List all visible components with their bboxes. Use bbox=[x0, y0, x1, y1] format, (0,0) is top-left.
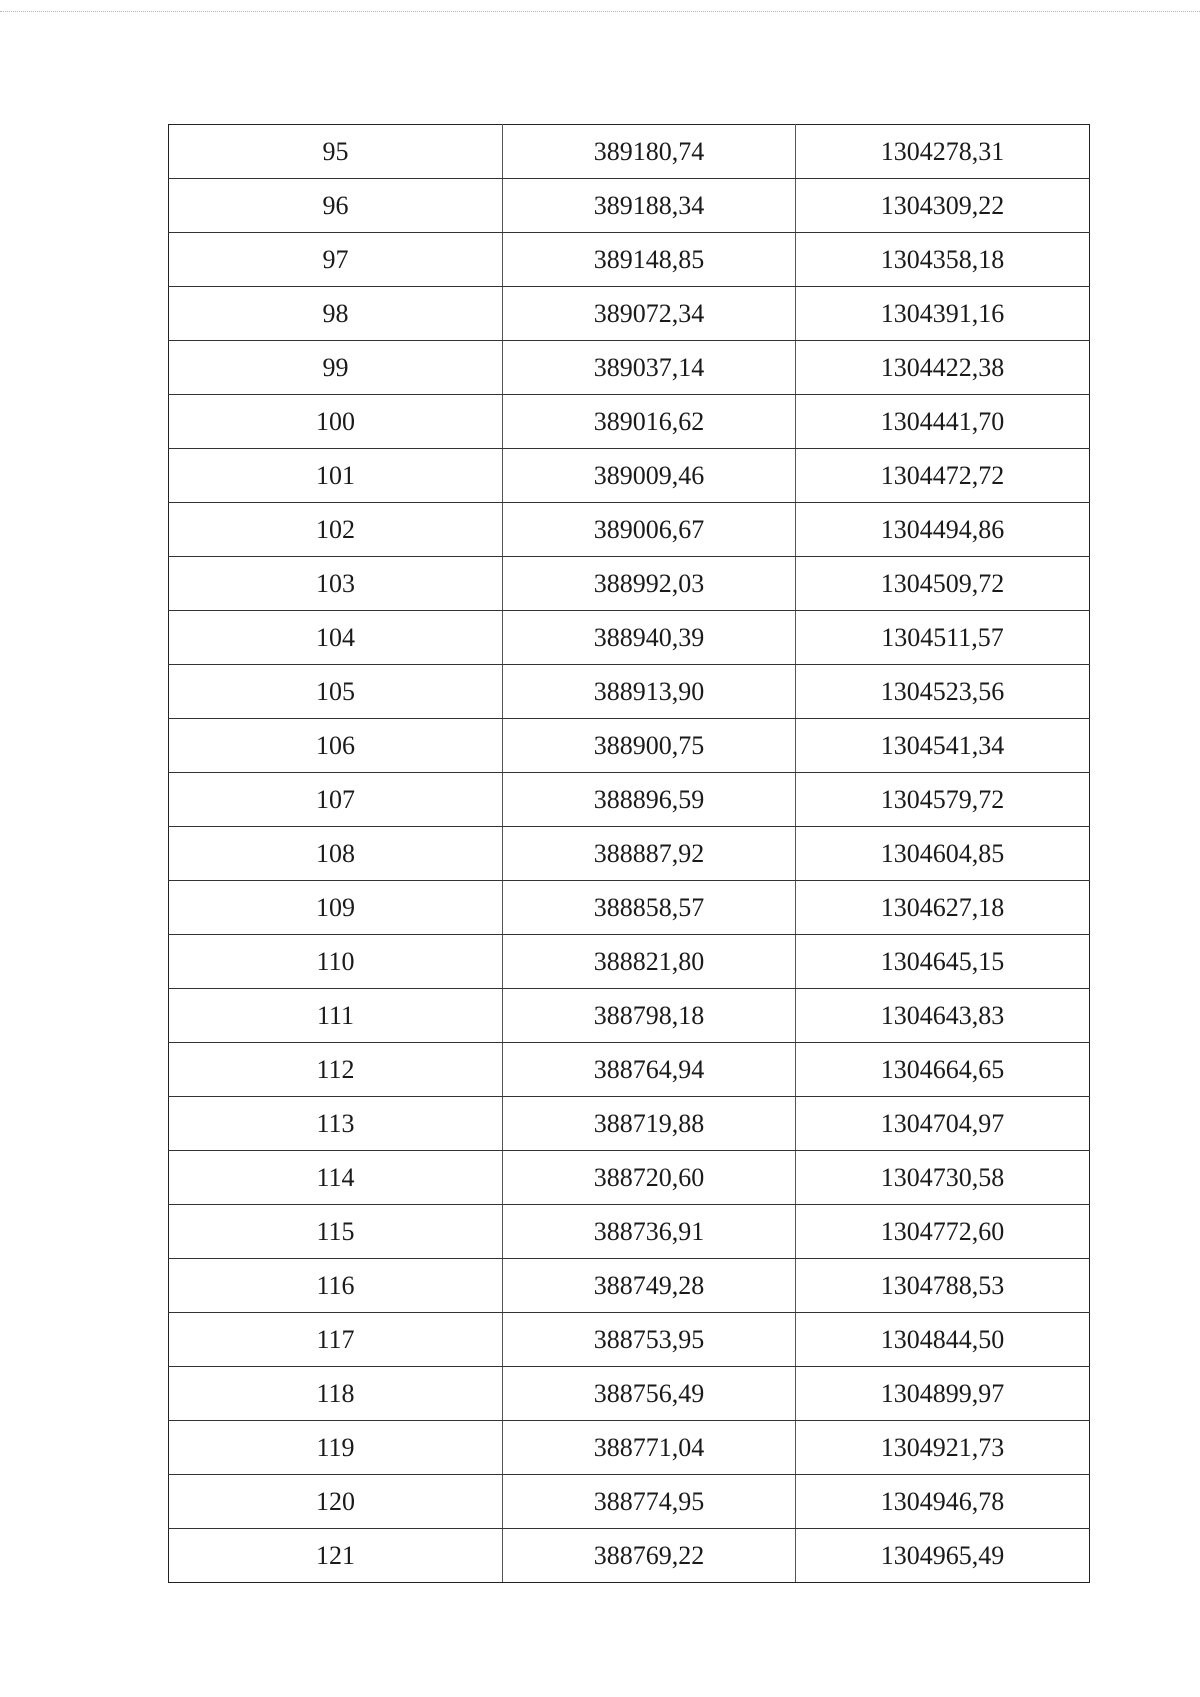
point-number-cell: 119 bbox=[169, 1421, 503, 1475]
point-number-cell: 100 bbox=[169, 395, 503, 449]
table-row bbox=[169, 1529, 1090, 1583]
x-coordinate-cell: 388896,59 bbox=[503, 773, 796, 827]
point-number-cell: 114 bbox=[169, 1151, 503, 1205]
table-row bbox=[169, 1043, 1090, 1097]
coordinates-table bbox=[168, 124, 1090, 1583]
x-coordinate-cell: 388736,91 bbox=[503, 1205, 796, 1259]
point-number-cell: 113 bbox=[169, 1097, 503, 1151]
table-row bbox=[169, 1097, 1090, 1151]
x-coordinate-cell: 389009,46 bbox=[503, 449, 796, 503]
x-coordinate-cell: 388798,18 bbox=[503, 989, 796, 1043]
point-number-cell: 118 bbox=[169, 1367, 503, 1421]
point-number-cell: 104 bbox=[169, 611, 503, 665]
point-number-cell: 95 bbox=[169, 125, 503, 179]
table-row bbox=[169, 827, 1090, 881]
table-row bbox=[169, 179, 1090, 233]
y-coordinate-cell: 1304278,31 bbox=[796, 125, 1090, 179]
table-row bbox=[169, 503, 1090, 557]
point-number-cell: 107 bbox=[169, 773, 503, 827]
x-coordinate-cell: 389148,85 bbox=[503, 233, 796, 287]
x-coordinate-cell: 388774,95 bbox=[503, 1475, 796, 1529]
y-coordinate-cell: 1304704,97 bbox=[796, 1097, 1090, 1151]
point-number-cell: 116 bbox=[169, 1259, 503, 1313]
y-coordinate-cell: 1304645,15 bbox=[796, 935, 1090, 989]
point-number-cell: 108 bbox=[169, 827, 503, 881]
x-coordinate-cell: 389188,34 bbox=[503, 179, 796, 233]
table-row bbox=[169, 341, 1090, 395]
point-number-cell: 103 bbox=[169, 557, 503, 611]
point-number-cell: 110 bbox=[169, 935, 503, 989]
table-row bbox=[169, 125, 1090, 179]
table-row bbox=[169, 989, 1090, 1043]
x-coordinate-cell: 388764,94 bbox=[503, 1043, 796, 1097]
y-coordinate-cell: 1304523,56 bbox=[796, 665, 1090, 719]
table-row bbox=[169, 557, 1090, 611]
x-coordinate-cell: 388913,90 bbox=[503, 665, 796, 719]
x-coordinate-cell: 388900,75 bbox=[503, 719, 796, 773]
table-row bbox=[169, 1367, 1090, 1421]
point-number-cell: 105 bbox=[169, 665, 503, 719]
x-coordinate-cell: 388753,95 bbox=[503, 1313, 796, 1367]
y-coordinate-cell: 1304664,65 bbox=[796, 1043, 1090, 1097]
table-row bbox=[169, 719, 1090, 773]
y-coordinate-cell: 1304788,53 bbox=[796, 1259, 1090, 1313]
table-row bbox=[169, 287, 1090, 341]
x-coordinate-cell: 388749,28 bbox=[503, 1259, 796, 1313]
table-row bbox=[169, 1313, 1090, 1367]
point-number-cell: 111 bbox=[169, 989, 503, 1043]
point-number-cell: 106 bbox=[169, 719, 503, 773]
y-coordinate-cell: 1304579,72 bbox=[796, 773, 1090, 827]
table-row bbox=[169, 665, 1090, 719]
point-number-cell: 117 bbox=[169, 1313, 503, 1367]
x-coordinate-cell: 389180,74 bbox=[503, 125, 796, 179]
table-row bbox=[169, 1259, 1090, 1313]
x-coordinate-cell: 388940,39 bbox=[503, 611, 796, 665]
page-top-edge-line bbox=[0, 11, 1200, 12]
point-number-cell: 109 bbox=[169, 881, 503, 935]
y-coordinate-cell: 1304541,34 bbox=[796, 719, 1090, 773]
table-row bbox=[169, 395, 1090, 449]
y-coordinate-cell: 1304946,78 bbox=[796, 1475, 1090, 1529]
y-coordinate-cell: 1304309,22 bbox=[796, 179, 1090, 233]
table-row bbox=[169, 233, 1090, 287]
table-row bbox=[169, 773, 1090, 827]
y-coordinate-cell: 1304772,60 bbox=[796, 1205, 1090, 1259]
table-row bbox=[169, 1421, 1090, 1475]
y-coordinate-cell: 1304472,72 bbox=[796, 449, 1090, 503]
y-coordinate-cell: 1304509,72 bbox=[796, 557, 1090, 611]
x-coordinate-cell: 388769,22 bbox=[503, 1529, 796, 1583]
y-coordinate-cell: 1304627,18 bbox=[796, 881, 1090, 935]
y-coordinate-cell: 1304844,50 bbox=[796, 1313, 1090, 1367]
point-number-cell: 112 bbox=[169, 1043, 503, 1097]
y-coordinate-cell: 1304643,83 bbox=[796, 989, 1090, 1043]
table-row bbox=[169, 611, 1090, 665]
table-row bbox=[169, 935, 1090, 989]
point-number-cell: 115 bbox=[169, 1205, 503, 1259]
y-coordinate-cell: 1304441,70 bbox=[796, 395, 1090, 449]
y-coordinate-cell: 1304391,16 bbox=[796, 287, 1090, 341]
y-coordinate-cell: 1304511,57 bbox=[796, 611, 1090, 665]
x-coordinate-cell: 388887,92 bbox=[503, 827, 796, 881]
point-number-cell: 121 bbox=[169, 1529, 503, 1583]
coordinates-table-body bbox=[169, 125, 1090, 1583]
y-coordinate-cell: 1304494,86 bbox=[796, 503, 1090, 557]
table-row bbox=[169, 449, 1090, 503]
x-coordinate-cell: 388858,57 bbox=[503, 881, 796, 935]
point-number-cell: 120 bbox=[169, 1475, 503, 1529]
x-coordinate-cell: 388719,88 bbox=[503, 1097, 796, 1151]
x-coordinate-cell: 389006,67 bbox=[503, 503, 796, 557]
x-coordinate-cell: 388756,49 bbox=[503, 1367, 796, 1421]
x-coordinate-cell: 389072,34 bbox=[503, 287, 796, 341]
x-coordinate-cell: 389016,62 bbox=[503, 395, 796, 449]
point-number-cell: 101 bbox=[169, 449, 503, 503]
point-number-cell: 97 bbox=[169, 233, 503, 287]
point-number-cell: 98 bbox=[169, 287, 503, 341]
table-row bbox=[169, 1151, 1090, 1205]
y-coordinate-cell: 1304730,58 bbox=[796, 1151, 1090, 1205]
y-coordinate-cell: 1304921,73 bbox=[796, 1421, 1090, 1475]
x-coordinate-cell: 389037,14 bbox=[503, 341, 796, 395]
y-coordinate-cell: 1304358,18 bbox=[796, 233, 1090, 287]
point-number-cell: 102 bbox=[169, 503, 503, 557]
y-coordinate-cell: 1304899,97 bbox=[796, 1367, 1090, 1421]
table-row bbox=[169, 1205, 1090, 1259]
point-number-cell: 99 bbox=[169, 341, 503, 395]
y-coordinate-cell: 1304422,38 bbox=[796, 341, 1090, 395]
x-coordinate-cell: 388771,04 bbox=[503, 1421, 796, 1475]
y-coordinate-cell: 1304604,85 bbox=[796, 827, 1090, 881]
table-row bbox=[169, 881, 1090, 935]
y-coordinate-cell: 1304965,49 bbox=[796, 1529, 1090, 1583]
table-row bbox=[169, 1475, 1090, 1529]
x-coordinate-cell: 388821,80 bbox=[503, 935, 796, 989]
x-coordinate-cell: 388992,03 bbox=[503, 557, 796, 611]
x-coordinate-cell: 388720,60 bbox=[503, 1151, 796, 1205]
point-number-cell: 96 bbox=[169, 179, 503, 233]
